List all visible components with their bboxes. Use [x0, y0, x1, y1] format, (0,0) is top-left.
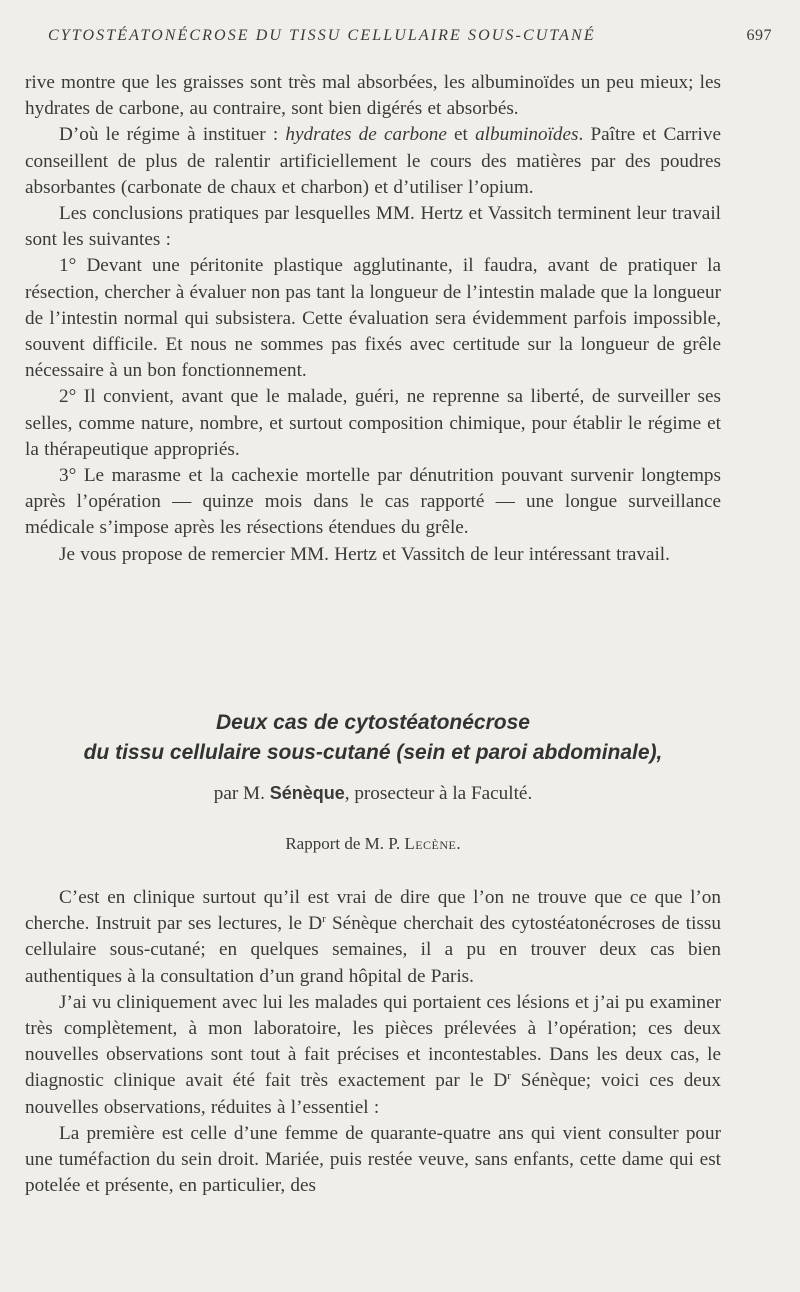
paragraph: 2° Il convient, avant que le malade, guéri, ne reprenne sa liberté, de surveiller ses selles, comme nature, nombre, et surtout composition chimique, pour établir le régime et la thérapeutique appropriés. [25, 386, 721, 460]
text-block-top [25, 70, 721, 568]
author-name: Sénèque [269, 783, 345, 803]
article-title-line: du tissu cellulaire sous-cutané (sein et paroi abdominale), [83, 741, 663, 764]
paragraph: Je vous propose de remercier MM. Hertz et Vassitch de leur intéressant travail. [59, 543, 670, 565]
italic-term: hydrates de carbone [285, 124, 447, 146]
running-header [48, 27, 772, 45]
paragraph: C’est en clinique surtout qu’il est vrai de dire que l’on ne trouve que ce que l’on cherche. Instruit par ses lectures, le $D^r$ Sénèque cherchait des cytostéatonécroses de tissu cellulaire sous-cutané; en quelques semaines, il a pu en trouver deux cas bien authentiques à la consultation d’un grand hôpital de Paris. [25, 887, 721, 987]
article-title-line: Deux cas de cytostéatonécrose [216, 711, 530, 734]
text-block-bottom [25, 885, 721, 1199]
running-title: CYTOSTÉATONÉCROSE DU TISSU CELLULAIRE SOUS-CUTANÉ [48, 27, 596, 44]
page-number: 697 [746, 27, 772, 44]
article-author: par M. Sénèque, prosecteur à la Faculté. [213, 783, 533, 804]
article-title [25, 708, 721, 768]
paragraph: rive montre que les graisses sont très mal absorbées, les albuminoïdes un peu mieux; les hydrates de carbone, au contraire, sont bien digérés et absorbés. [25, 72, 721, 120]
paragraph: La première est celle d’une femme de quarante-quatre ans qui vient consulter pour une tuméfaction du sein droit. Mariée, puis restée veuve, sans enfants, cette dame qui est potelée et présente, en particulier, des [25, 1122, 721, 1197]
paragraph: J’ai vu cliniquement avec lui les malades qui portaient ces lésions et j’ai pu examiner très complètement, à mon laboratoire, les pièces prélevées à l’opération; ces deux nouvelles observations sont tout à fait précises et incontestables. Dans les deux cas, le diagnostic clinique avait été fait très exactement par le $D^r$ Sénèque; voici ces deux nouvelles observations, réduites à l’essentiel : [25, 991, 721, 1118]
reporter-name: Lecène [404, 834, 457, 853]
paragraph: 3° Le marasme et la cachexie mortelle par dénutrition pouvant survenir longtemps après l’opération — quinze mois dans le cas rapporté — une longue surveillance médicale s’impose après les résections étendues du grêle. [25, 465, 721, 539]
paragraph: Les conclusions pratiques par lesquelles MM. Hertz et Vassitch terminent leur travail sont les suivantes : [25, 203, 721, 251]
report-byline: Rapport de M. P. Lecène. [285, 834, 461, 853]
italic-term: albuminoïdes [475, 124, 579, 146]
paragraph: 1° Devant une péritonite plastique agglutinante, il faudra, avant de pratiquer la résection, chercher à évaluer non pas tant la longueur de l’intestin malade que la longueur de l’intestin normal qui subsistera. Cette évaluation sera évidemment parfois impossible, souvent difficile. Et nous ne sommes pas fixés avec certitude sur la longueur de grêle nécessaire à un bon fonctionnement. [25, 255, 721, 382]
paragraph: D’où le régime à instituer : hydrates de carbone et albuminoïdes. Paître et Carrive conseillent de plus de ralentir artificiellement le cours des matières par des poudres absorbantes (carbonate de chaux et charbon) et d’utiliser l’opium. [25, 124, 721, 198]
